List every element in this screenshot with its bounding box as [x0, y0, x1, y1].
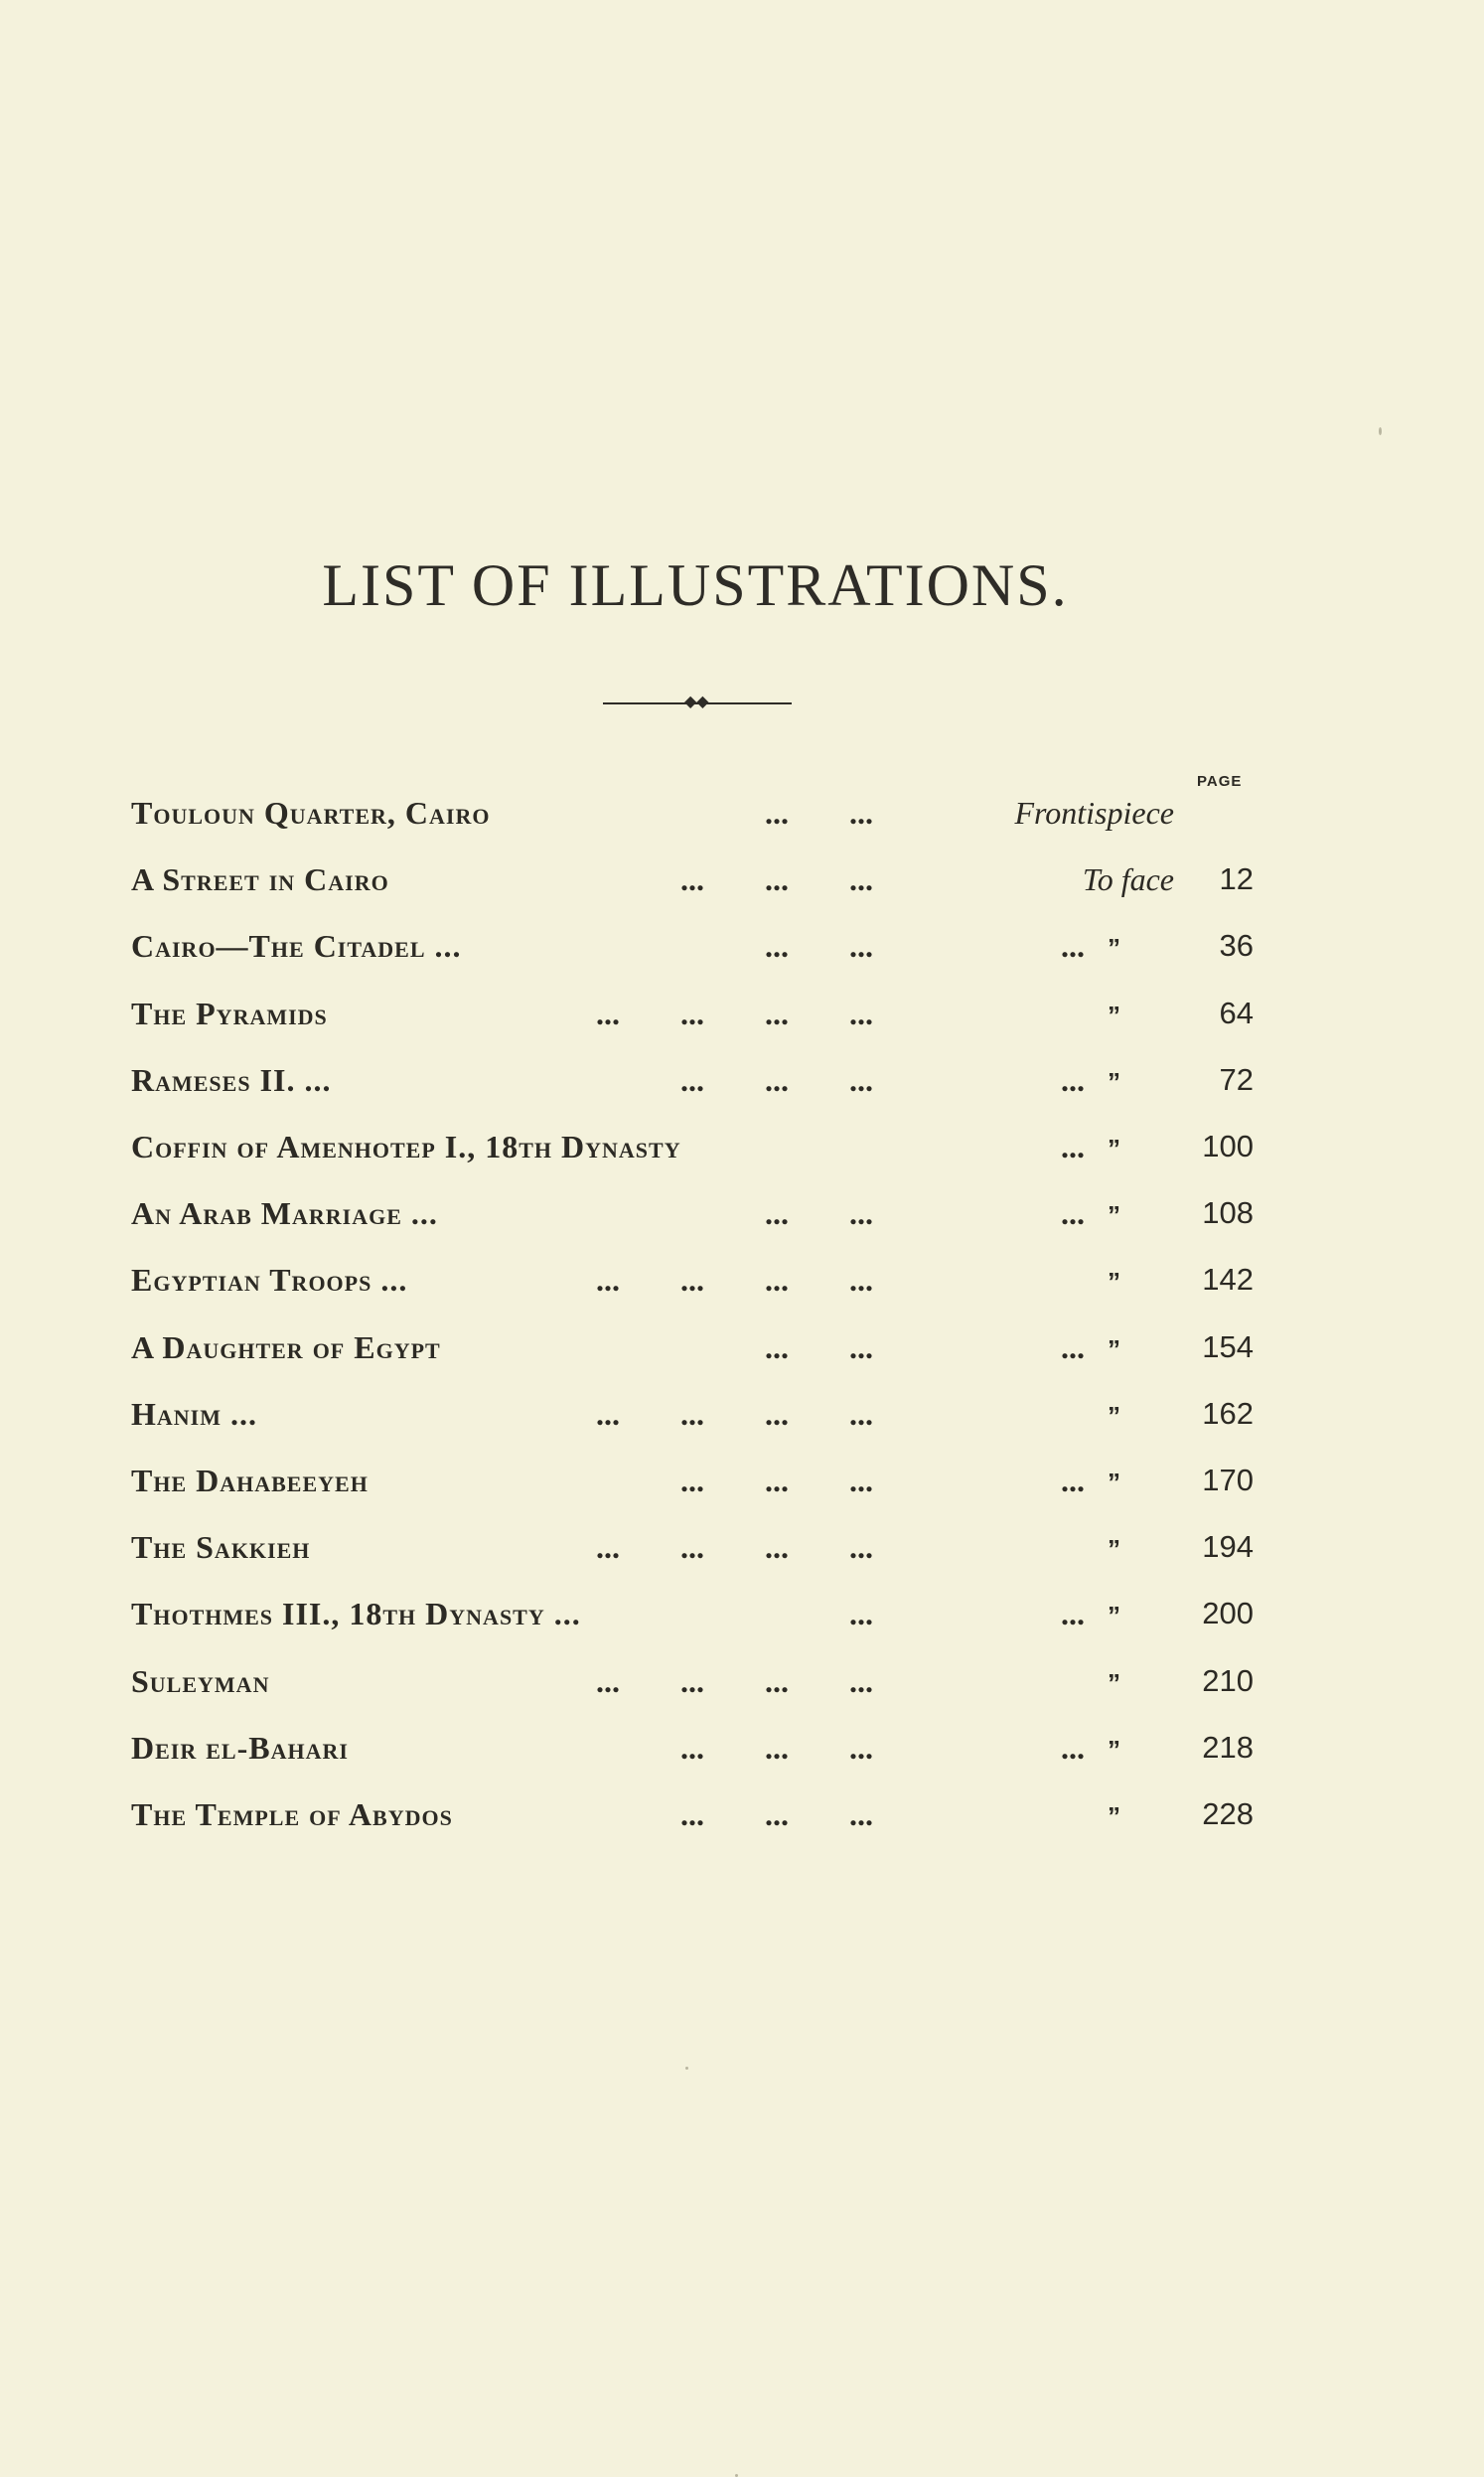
- locator-text: ...: [1061, 1463, 1085, 1498]
- ditto-mark: ”: [1108, 1134, 1120, 1163]
- ditto-mark: ”: [1108, 1601, 1120, 1631]
- leader-dots: ...: [849, 1395, 873, 1432]
- leader-dots: ...: [849, 1596, 873, 1632]
- locator-text: ...: [1061, 1061, 1085, 1098]
- locator-text: ...: [1061, 1729, 1085, 1766]
- leader-dots: ...: [849, 995, 873, 1031]
- page-number: 142: [1202, 1262, 1254, 1298]
- locator-text: ...: [1061, 1596, 1085, 1632]
- illustration-title: Suleyman: [131, 1662, 270, 1699]
- leader-dots: ...: [765, 995, 789, 1031]
- ditto-mark: ”: [1108, 1400, 1120, 1431]
- list-item: [0, 928, 1484, 978]
- leader-dots: ...: [596, 1662, 620, 1699]
- paper-speck: [1379, 427, 1382, 435]
- list-item: [0, 1062, 1484, 1112]
- leader-dots: ...: [765, 1729, 789, 1766]
- page-number: 72: [1219, 1061, 1254, 1097]
- page-number: 64: [1219, 995, 1254, 1030]
- list-item: [0, 996, 1484, 1045]
- locator-text: To face: [1082, 861, 1174, 898]
- leader-dots: ...: [765, 1463, 789, 1498]
- leader-dots: ...: [765, 1662, 789, 1699]
- page-number: 12: [1219, 861, 1254, 897]
- leader-dots: ...: [680, 1529, 704, 1566]
- leader-dots: ...: [596, 1262, 620, 1299]
- page-number: 108: [1202, 1195, 1254, 1231]
- locator-text: Frontispiece: [1014, 795, 1174, 831]
- list-item: [0, 1195, 1484, 1245]
- ditto-mark: ”: [1108, 1066, 1120, 1097]
- page-number: 36: [1219, 928, 1254, 964]
- leader-dots: ...: [849, 1463, 873, 1498]
- ditto-mark: ”: [1108, 933, 1120, 964]
- leader-dots: ...: [849, 1262, 873, 1299]
- leader-dots: ...: [680, 861, 704, 898]
- illustration-title: Deir el-Bahari: [131, 1729, 349, 1766]
- page-number: 218: [1202, 1729, 1254, 1765]
- leader-dots: ...: [849, 861, 873, 898]
- page-number: 228: [1202, 1796, 1254, 1831]
- leader-dots: ...: [765, 1195, 789, 1232]
- leader-dots: ...: [849, 1195, 873, 1232]
- locator-text: ...: [1061, 1195, 1085, 1232]
- illustration-title: Egyptian Troops ...: [131, 1262, 408, 1299]
- illustration-title: The Dahabeeyeh: [131, 1463, 369, 1498]
- page-number: 194: [1202, 1529, 1254, 1565]
- leader-dots: ...: [596, 995, 620, 1031]
- illustration-title: Rameses II. ...: [131, 1061, 332, 1098]
- illustration-title: A Daughter of Egypt: [131, 1328, 441, 1365]
- illustration-title: Touloun Quarter, Cairo: [131, 795, 491, 831]
- ditto-mark: ”: [1108, 1534, 1120, 1565]
- locator-text: ...: [1061, 1129, 1085, 1164]
- leader-dots: ...: [680, 1796, 704, 1832]
- page-column-label: PAGE: [1197, 773, 1243, 790]
- illustration-title: The Temple of Abydos: [131, 1796, 453, 1832]
- page-title: LIST OF ILLUSTRATIONS.: [322, 552, 1069, 618]
- locator-text: ...: [1061, 928, 1085, 965]
- illustration-title: A Street in Cairo: [131, 861, 389, 898]
- leader-dots: ...: [849, 1061, 873, 1098]
- list-item: [0, 1796, 1484, 1846]
- leader-dots: ...: [680, 1662, 704, 1699]
- ditto-mark: ”: [1108, 1333, 1120, 1364]
- ditto-mark: ”: [1108, 1468, 1120, 1497]
- page-number: 200: [1202, 1596, 1254, 1631]
- illustration-title: An Arab Marriage ...: [131, 1195, 438, 1232]
- leader-dots: ...: [680, 1729, 704, 1766]
- page-number: 170: [1202, 1463, 1254, 1497]
- leader-dots: ...: [680, 1061, 704, 1098]
- leader-dots: ...: [765, 861, 789, 898]
- list-item: [0, 1129, 1484, 1178]
- leader-dots: ...: [765, 1061, 789, 1098]
- leader-dots: ...: [680, 1262, 704, 1299]
- list-item: [0, 1262, 1484, 1312]
- leader-dots: ...: [765, 1395, 789, 1432]
- list-item: [0, 1463, 1484, 1512]
- leader-dots: ...: [596, 1529, 620, 1566]
- leader-dots: ...: [596, 1395, 620, 1432]
- leader-dots: ...: [765, 1796, 789, 1832]
- ditto-mark: ”: [1108, 1000, 1120, 1030]
- list-item: [0, 795, 1484, 845]
- leader-dots: ...: [849, 1729, 873, 1766]
- list-item: [0, 1529, 1484, 1579]
- illustration-title: Thothmes III., 18th Dynasty ...: [131, 1596, 581, 1632]
- leader-dots: ...: [765, 1529, 789, 1566]
- list-item: [0, 1663, 1484, 1713]
- ditto-mark: ”: [1108, 1267, 1120, 1298]
- leader-dots: ...: [765, 928, 789, 965]
- list-item: [0, 861, 1484, 911]
- list-item: [0, 1730, 1484, 1780]
- leader-dots: ...: [765, 1328, 789, 1365]
- list-item: [0, 1396, 1484, 1446]
- diamond-ornament-icon: ◆◆: [684, 692, 709, 710]
- leader-dots: ...: [849, 1662, 873, 1699]
- list-item: [0, 1596, 1484, 1645]
- leader-dots: ...: [680, 1395, 704, 1432]
- paper-speck: [685, 2067, 688, 2070]
- ditto-mark: ”: [1108, 1801, 1120, 1831]
- leader-dots: ...: [849, 795, 873, 831]
- leader-dots: ...: [680, 1463, 704, 1498]
- illustration-title: Hanim ...: [131, 1395, 257, 1432]
- leader-dots: ...: [765, 1262, 789, 1299]
- leader-dots: ...: [849, 928, 873, 965]
- ditto-mark: ”: [1108, 1734, 1120, 1765]
- leader-dots: ...: [849, 1796, 873, 1832]
- illustration-title: The Sakkieh: [131, 1529, 311, 1566]
- list-item: [0, 1329, 1484, 1379]
- page-number: 210: [1202, 1662, 1254, 1698]
- leader-dots: ...: [849, 1328, 873, 1365]
- leader-dots: ...: [680, 995, 704, 1031]
- ditto-mark: ”: [1108, 1667, 1120, 1698]
- illustration-title: Coffin of Amenhotep I., 18th Dynasty: [131, 1129, 681, 1164]
- illustration-title: The Pyramids: [131, 995, 328, 1031]
- page-number: 162: [1202, 1395, 1254, 1431]
- leader-dots: ...: [849, 1529, 873, 1566]
- locator-text: ...: [1061, 1328, 1085, 1365]
- page-number: 154: [1202, 1328, 1254, 1364]
- leader-dots: ...: [765, 795, 789, 831]
- ditto-mark: ”: [1108, 1200, 1120, 1231]
- page-number: 100: [1202, 1129, 1254, 1163]
- illustration-title: Cairo—The Citadel ...: [131, 928, 462, 965]
